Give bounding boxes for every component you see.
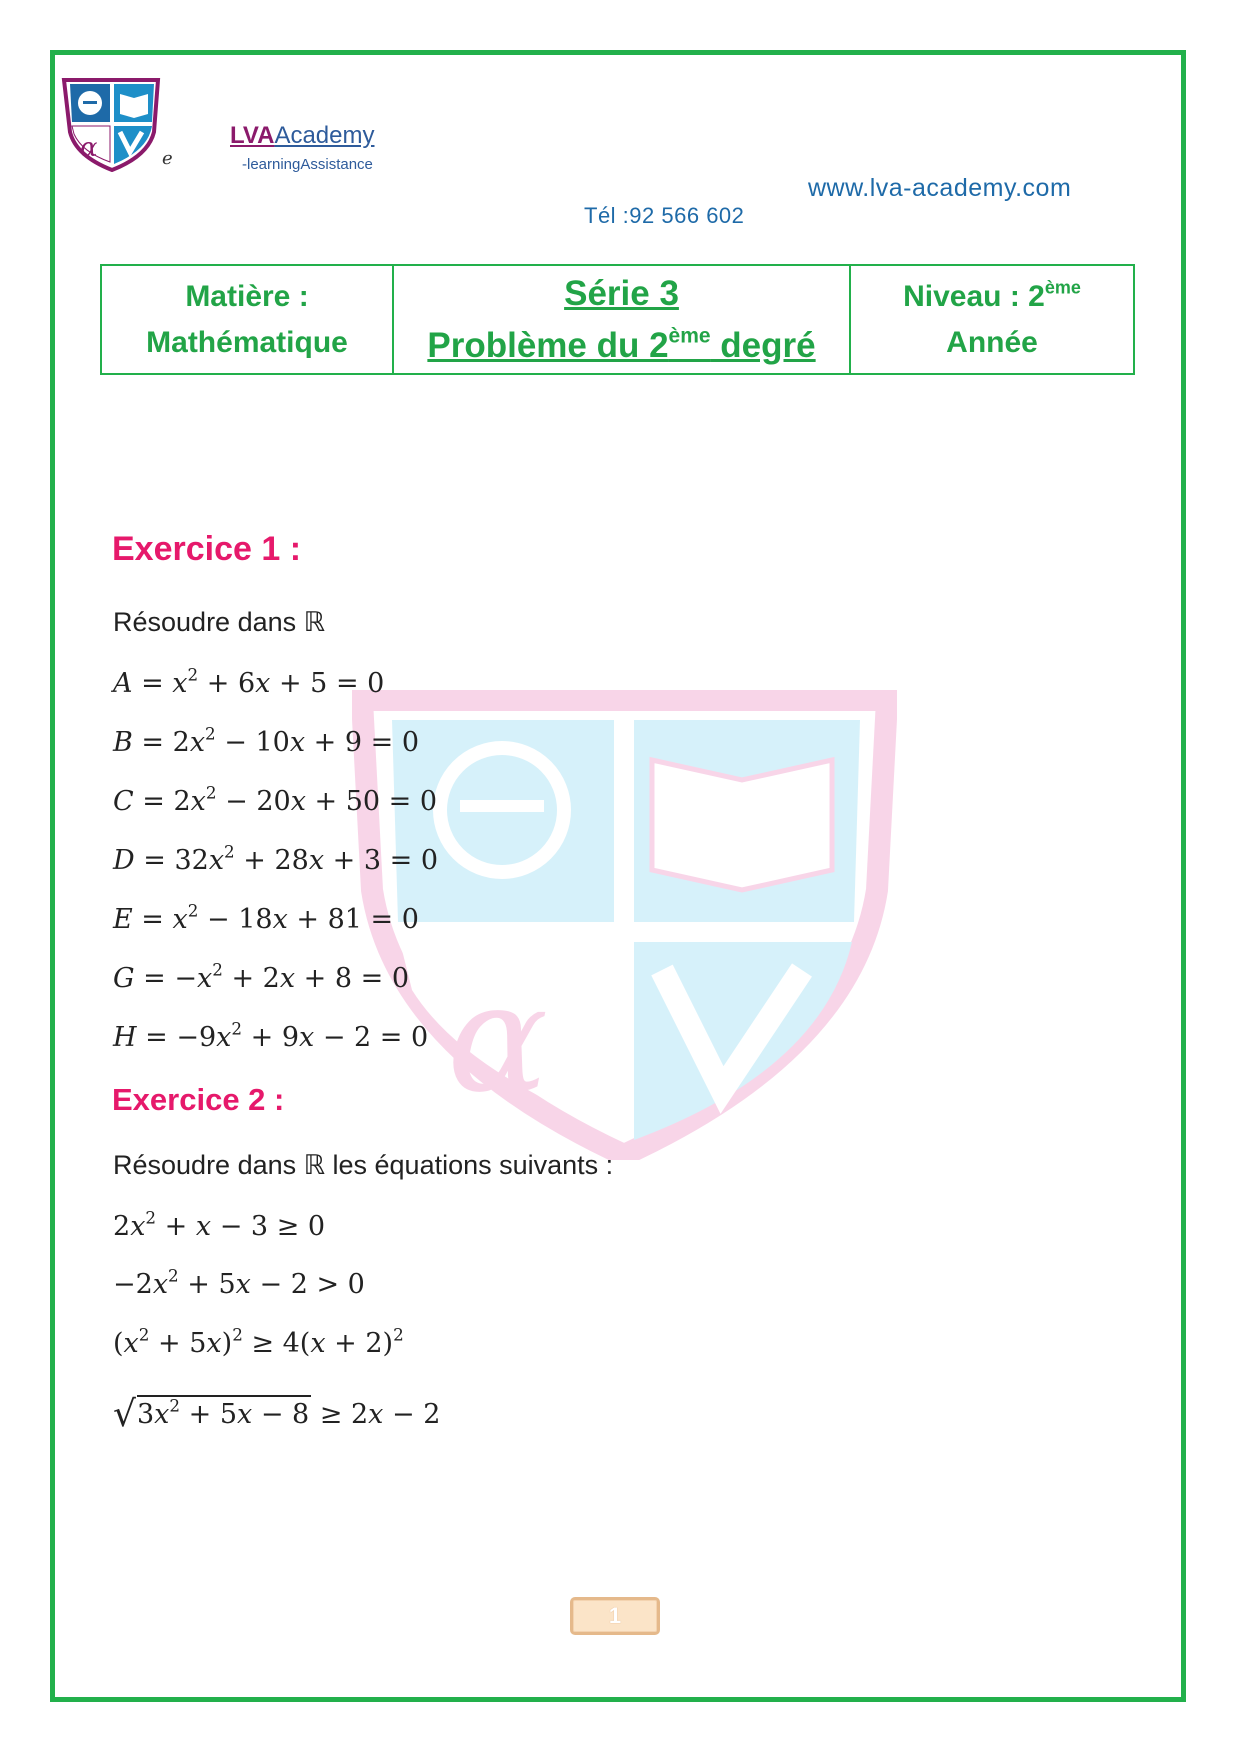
exercise-1-title: Exercice 1 : xyxy=(112,530,302,568)
logo-letter: e xyxy=(162,148,173,169)
inequality-2: $-2x^2 + 5x - 2 > 0$ xyxy=(113,1265,365,1300)
svg-text:α: α xyxy=(447,952,549,1126)
header-cell-matiere xyxy=(102,266,394,373)
serie-title: Série 3 xyxy=(564,273,679,313)
exercise-2-intro: Résoudre dans ℝ les équations suivants : xyxy=(113,1150,614,1180)
inequality-3: $(x^2 + 5x)^2 \ge 4(x + 2)^2$ xyxy=(113,1324,404,1359)
brand-name xyxy=(230,122,374,150)
equation-b: $B = 2x^2 - 10x + 9 = 0$ xyxy=(113,723,420,758)
probleme-title: Problème du 2ème degré xyxy=(427,323,816,365)
matiere-label: Matière : xyxy=(185,279,309,313)
inequality-4: $√3x^2 + 5x - 8 \ge 2x - 2$ xyxy=(113,1394,441,1435)
inequality-1: $2x^2 + x - 3 \ge 0$ xyxy=(113,1207,326,1242)
phone-number: Tél :92 566 602 xyxy=(584,203,745,228)
equation-e: $E = x^2 - 18x + 81 = 0$ xyxy=(113,900,419,935)
lva-shield-logo-icon xyxy=(58,76,166,172)
equation-a: $A = x^2 + 6x + 5 = 0$ xyxy=(113,664,385,699)
header-table xyxy=(100,264,1135,375)
brand-academy: Academy xyxy=(274,122,375,149)
equation-d: $D = 32x^2 + 28x + 3 = 0$ xyxy=(113,841,439,876)
header-cell-niveau xyxy=(851,266,1133,373)
niveau-value: Année xyxy=(946,325,1038,359)
header-cell-serie xyxy=(394,266,851,373)
matiere-value: Mathématique xyxy=(146,325,348,359)
svg-text:α: α xyxy=(80,133,98,163)
website-link[interactable]: www.lva-academy.com xyxy=(808,174,1072,202)
exercise-2-title: Exercice 2 : xyxy=(112,1082,285,1117)
niveau-label: Niveau : 2ème xyxy=(903,276,1081,313)
equation-h: $H = -9x^2 + 9x - 2 = 0$ xyxy=(113,1018,429,1053)
page-number: 1 xyxy=(570,1597,660,1635)
brand-tagline: -learningAssistance xyxy=(242,156,373,173)
equation-c: $C = 2x^2 - 20x + 50 = 0$ xyxy=(113,782,438,817)
exercise-1-intro: Résoudre dans ℝ xyxy=(113,607,326,637)
equation-g: $G = -x^2 + 2x + 8 = 0$ xyxy=(113,959,410,994)
brand-lva: LVA xyxy=(230,122,275,149)
watermark-logo-icon xyxy=(352,690,897,1160)
